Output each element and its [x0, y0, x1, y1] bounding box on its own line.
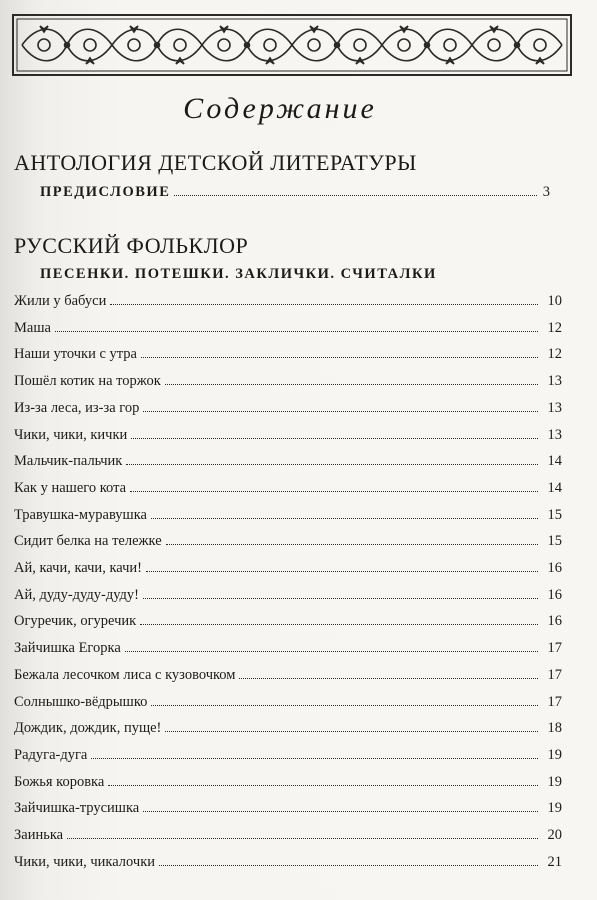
toc-entry-title: Маша [14, 319, 51, 336]
toc-entry[interactable] [14, 502, 562, 524]
dot-leader [151, 705, 538, 706]
dot-leader [67, 838, 538, 839]
toc-entry[interactable] [14, 582, 562, 604]
toc-entry-page: 12 [547, 319, 562, 336]
toc-entry-title: Как у нашего кота [14, 479, 127, 496]
toc-entry-title: Чики, чики, кички [14, 426, 128, 443]
dot-leader [239, 678, 538, 679]
toc-entry-page: 10 [547, 293, 562, 309]
dot-leader [143, 411, 538, 412]
toc-entry-title: Зайчишка-трусишка [14, 800, 140, 817]
toc-entry[interactable] [14, 315, 562, 337]
toc-entry-page: 16 [547, 560, 562, 576]
toc-entry-title: Сидит белка на тележке [14, 533, 162, 550]
toc-entry[interactable] [14, 422, 562, 444]
toc-entry-title: Огуречик, огуречик [14, 613, 137, 630]
toc-entry-page: 14 [547, 479, 562, 496]
toc-entry-title: Божья коровка [14, 773, 105, 790]
toc-entry-page: 17 [547, 640, 562, 657]
toc-entry-title: ПРЕДИСЛОВИЕ [40, 184, 171, 200]
dot-leader [141, 357, 538, 358]
dot-leader [146, 571, 538, 572]
toc-entry[interactable] [14, 288, 562, 310]
toc-entry-title: Жили у бабуси [14, 293, 107, 309]
dot-leader [159, 865, 538, 866]
subsection-title: ПЕСЕНКИ. ПОТЕШКИ. ЗАКЛИЧКИ. СЧИТАЛКИ [40, 266, 437, 282]
toc-entry-title: Заинька [14, 827, 64, 843]
toc-entry-page: 13 [547, 399, 562, 416]
dot-leader [55, 331, 538, 332]
dot-leader [165, 731, 538, 732]
dot-leader [174, 195, 536, 196]
dot-leader [143, 811, 538, 812]
dot-leader [140, 624, 538, 625]
toc-entry-page: 17 [547, 666, 562, 683]
toc-entry-title: Дождик, дождик, пуще! [14, 720, 162, 737]
toc-entry[interactable] [14, 395, 562, 417]
toc-entry[interactable] [14, 368, 562, 390]
toc-entry[interactable] [14, 555, 562, 577]
dot-leader [108, 785, 538, 786]
toc-entry-page: 16 [547, 586, 562, 603]
section-title-folklore: РУССКИЙ ФОЛЬКЛОР [14, 233, 249, 258]
toc-entry[interactable] [14, 849, 562, 871]
toc-entry-page: 21 [547, 853, 562, 870]
toc-entry-preface[interactable] [40, 179, 550, 201]
toc-entry-page: 20 [547, 827, 562, 843]
toc-entry-title: Из-за леса, из-за гор [14, 399, 140, 416]
toc-entry-title: Зайчишка Егорка [14, 640, 121, 657]
floral-ornament-border [12, 14, 572, 76]
toc-entry[interactable] [14, 822, 562, 844]
toc-entry-page: 14 [547, 453, 562, 470]
dot-leader [165, 384, 538, 385]
toc-entry-title: Солнышко-вёдрышко [14, 693, 148, 710]
toc-entry-page: 15 [547, 533, 562, 550]
toc-entry-title: Мальчик-пальчик [14, 453, 123, 470]
toc-entry-title: Ай, качи, качи, качи! [14, 560, 143, 576]
toc-entry-page: 19 [547, 773, 562, 790]
toc-entry-page: 13 [547, 373, 562, 390]
toc-entry-title: Ай, дуду-дуду-дуду! [14, 586, 139, 603]
toc-entry[interactable] [14, 662, 562, 684]
toc-entry-title: Наши уточки с утра [14, 346, 137, 363]
dot-leader [91, 758, 538, 759]
dot-leader [143, 598, 538, 599]
toc-heading: Содержание [183, 92, 377, 125]
toc-entry[interactable] [14, 448, 562, 470]
toc-entry-page: 19 [547, 800, 562, 817]
toc-entry-page: 3 [542, 184, 550, 200]
dot-leader [125, 651, 538, 652]
dot-leader [110, 304, 538, 305]
toc-entry[interactable] [14, 715, 562, 737]
toc-entry-page: 16 [547, 613, 562, 630]
toc-entry-title: Пошёл котик на торжок [14, 373, 161, 390]
toc-entry-page: 17 [547, 693, 562, 710]
toc-entry-page: 13 [547, 426, 562, 443]
dot-leader [131, 438, 538, 439]
section-title-anthology: АНТОЛОГИЯ ДЕТСКОЙ ЛИТЕРАТУРЫ [14, 150, 417, 175]
dot-leader [166, 544, 538, 545]
toc-entry[interactable] [14, 795, 562, 817]
dot-leader [126, 464, 538, 465]
toc-entry-title: Чики, чики, чикалочки [14, 853, 155, 870]
toc-entry-page: 15 [547, 506, 562, 523]
toc-entry-title: Бежала лесочком лиса с кузовочком [14, 666, 236, 683]
toc-entry[interactable] [14, 635, 562, 657]
toc-entry[interactable] [14, 769, 562, 791]
toc-entry-page: 18 [547, 720, 562, 737]
dot-leader [130, 491, 538, 492]
toc-entry[interactable] [14, 341, 562, 363]
toc-entry-page: 19 [547, 746, 562, 763]
toc-entry-title: Радуга-дуга [14, 746, 88, 763]
toc-entry-page: 12 [547, 346, 562, 363]
toc-entry[interactable] [14, 689, 562, 711]
dot-leader [151, 518, 538, 519]
toc-entry[interactable] [14, 528, 562, 550]
toc-entry[interactable] [14, 742, 562, 764]
toc-entry-title: Травушка-муравушка [14, 506, 147, 523]
toc-entry[interactable] [14, 608, 562, 630]
toc-entry[interactable] [14, 475, 562, 497]
